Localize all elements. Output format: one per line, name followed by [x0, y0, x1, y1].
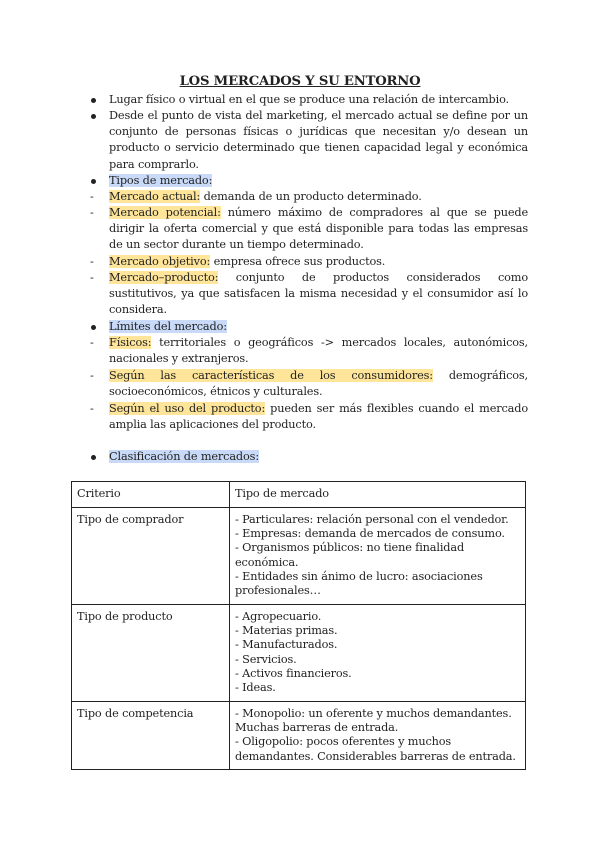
tipo-item — [88, 205, 528, 254]
limite-item — [88, 335, 528, 367]
dash-marker: - — [90, 271, 94, 284]
header-criterio: Criterio — [72, 482, 230, 508]
bullet-icon — [91, 179, 96, 184]
limite-term: Según el uso del producto: — [109, 402, 266, 415]
dash-marker: - — [90, 255, 94, 268]
tipo-line: - Particulares: relación personal con el vendedor. — [235, 513, 509, 526]
tipo-cell — [230, 508, 526, 605]
tipo-item — [88, 270, 528, 319]
tipo-line: - Agropecuario. — [235, 610, 322, 623]
table-header-row — [72, 482, 526, 508]
limite-desc: demográficos, socioeconómicos, étnicos y culturales. — [109, 369, 528, 399]
limite-desc: pueden ser más flexibles cuando el mercado amplia las aplicaciones del producto. — [109, 402, 528, 432]
tipo-line: - Activos financieros. — [235, 666, 352, 680]
tipo-desc: número máximo de compradores al que se puede dirigir la oferta comercial y que está disponible para todas las empresas de un sector durante un tiempo determinado. — [109, 206, 528, 252]
tipo-desc: empresa ofrece sus productos. — [210, 255, 386, 268]
tipo-term: Mercado–producto: — [109, 271, 219, 284]
bullet-icon — [91, 325, 96, 330]
tipo-term: Mercado objetivo: — [109, 255, 211, 268]
tipo-term: Mercado potencial: — [109, 206, 221, 219]
tipo-line: - Empresas: demanda de mercados de consumo. — [235, 527, 505, 541]
tipo-line: - Ideas. — [235, 681, 276, 695]
intro-text-1: Lugar físico o virtual en el que se produce una relación de intercambio. — [109, 93, 509, 106]
tipo-term: Mercado actual: — [109, 190, 201, 203]
limite-term: Físicos: — [109, 336, 152, 349]
tipo-line: - Monopolio: un oferente y muchos demandantes. Muchas barreras de entrada. — [235, 707, 512, 735]
clasificacion-heading — [88, 449, 528, 465]
limite-item — [88, 401, 528, 433]
tipo-desc: demanda de un producto determinado. — [200, 190, 422, 203]
criterio-cell: Tipo de producto — [72, 605, 230, 702]
tipo-line: - Organismos públicos: no tiene finalidad económica. — [235, 541, 465, 569]
tipo-desc: conjunto de productos considerados como sustitutivos, ya que satisfacen la misma necesidad y el consumidor así lo considera. — [109, 271, 528, 317]
criterio-cell: Tipo de competencia — [72, 702, 230, 770]
dash-marker: - — [90, 190, 94, 203]
limites-heading-text: Límites del mercado: — [109, 320, 227, 333]
tipo-item — [88, 254, 528, 270]
header-tipo: Tipo de mercado — [230, 482, 526, 508]
page-title: LOS MERCADOS Y SU ENTORNO — [179, 74, 421, 89]
table-row — [72, 702, 526, 770]
limite-term: Según las características de los consumidores: — [109, 369, 433, 382]
tipo-line: - Servicios. — [235, 652, 297, 666]
dash-marker: - — [90, 336, 94, 349]
tipos-heading-text: Tipos de mercado: — [109, 174, 213, 187]
tipo-line: - Entidades sin ánimo de lucro: asociaciones profesionales… — [235, 569, 483, 598]
tipo-line: - Materias primas. — [235, 624, 338, 638]
tipos-heading — [88, 173, 528, 189]
tipo-line: - Oligopolio: pocos oferentes y muchos demandantes. Considerables barreras de entrada. — [235, 735, 516, 763]
tipo-cell — [230, 702, 526, 770]
dash-marker: - — [90, 369, 94, 382]
dash-marker: - — [90, 206, 94, 219]
limite-desc: territoriales o geográficos -> mercados locales, autonómicos, nacionales y extranjeros. — [109, 336, 528, 366]
intro-bullet-2 — [88, 108, 528, 173]
tipo-line: - Manufacturados. — [235, 638, 338, 652]
limite-item — [88, 368, 528, 400]
criterio-cell: Tipo de comprador — [72, 508, 230, 605]
classification-table — [71, 481, 526, 770]
tipo-item — [88, 189, 528, 205]
bullet-icon — [91, 455, 96, 460]
intro-bullet-1 — [88, 92, 528, 108]
dash-marker: - — [90, 402, 94, 415]
bullet-icon — [91, 98, 96, 103]
tipo-cell — [230, 605, 526, 702]
table-row — [72, 605, 526, 702]
limites-heading — [88, 319, 528, 335]
bullet-icon — [91, 114, 96, 119]
clasificacion-heading-text: Clasificación de mercados: — [109, 450, 259, 463]
intro-text-2: Desde el punto de vista del marketing, el mercado actual se define por un conjunto de personas físicas o jurídicas que necesitan y/o desean un producto o servicio determinado que tienen capacidad legal y económica para comprarlo. — [109, 109, 528, 171]
table-row — [72, 508, 526, 605]
